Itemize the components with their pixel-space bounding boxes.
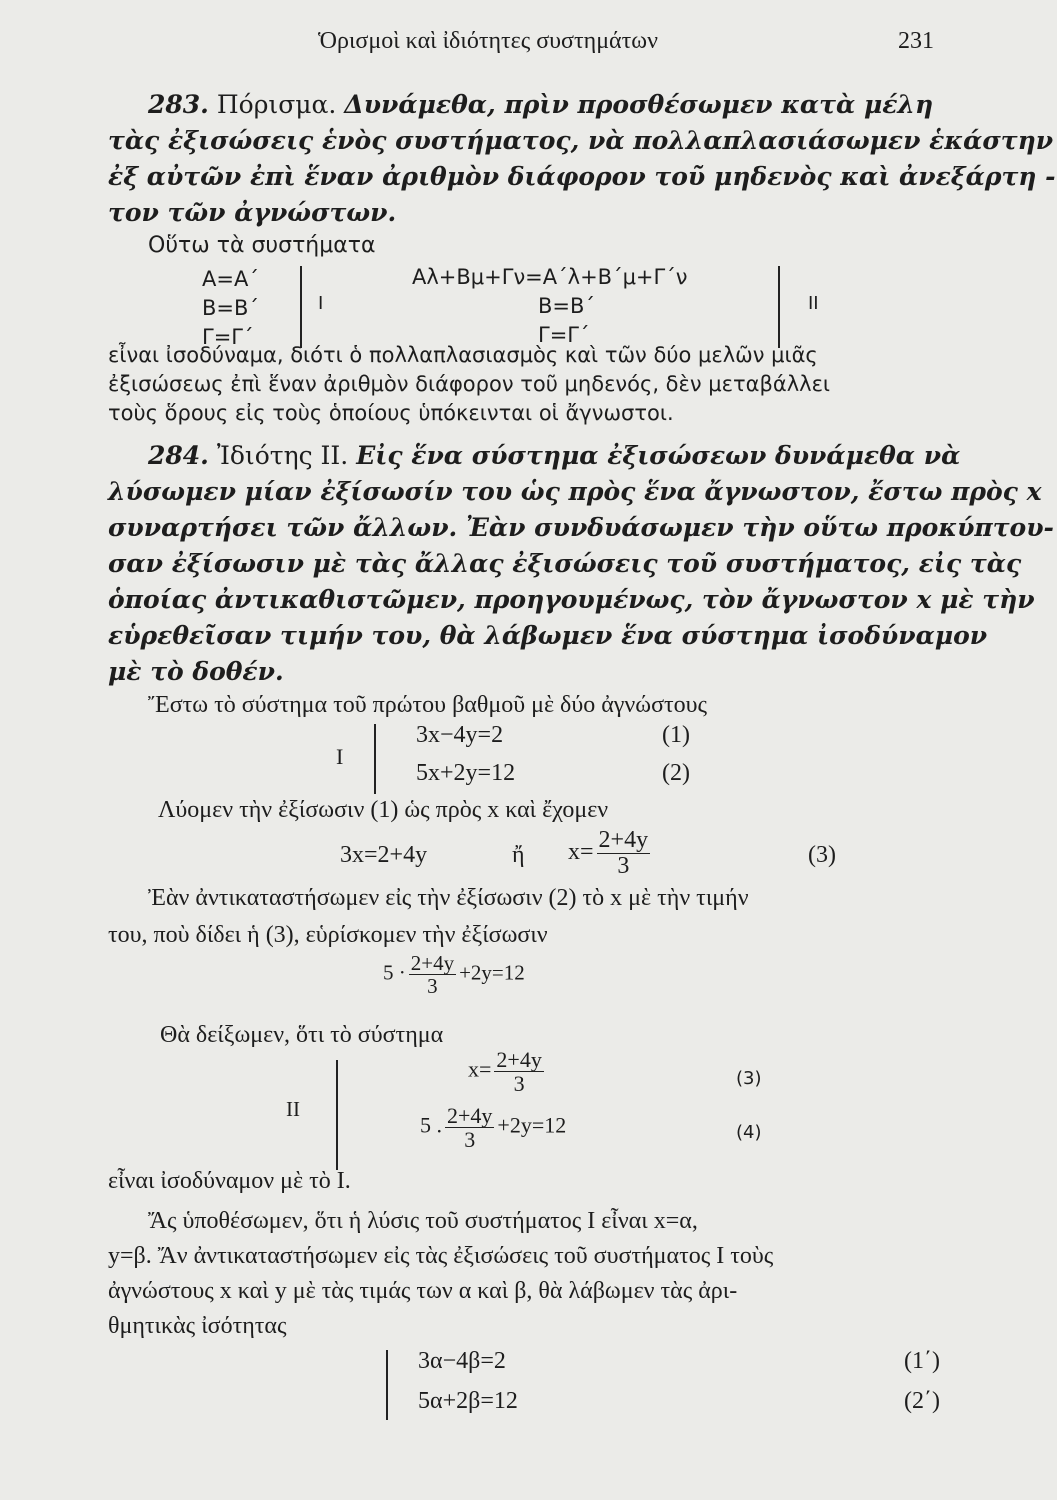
fraction [494,1048,543,1095]
equation-tag: (1) [662,722,690,748]
section-text: ὁποίας ἀντικαθιστῶμεν, προηγουμένως, τὸν ἄγνωστον x μὲ τὴν [108,585,1035,614]
right-brace [772,266,780,348]
fraction-equation [420,1104,566,1151]
equation-tag: (1΄) [904,1348,940,1374]
denominator: 3 [464,1127,476,1153]
equation: 3x−4y=2 [416,722,504,748]
system-1 [202,265,259,352]
equation: A=A΄ [202,267,259,291]
left-brace [374,724,376,794]
running-title: Ὁρισμοὶ καὶ ἰδιότητες συστημάτων [318,28,658,54]
numerator: 2+4y [447,1103,493,1128]
equation: 5α+2β=12 [418,1388,518,1414]
right-brace [294,266,302,348]
system-2-eq2: B=B΄ [538,294,595,318]
equation-rhs: +2y=12 [497,1112,567,1138]
equation: 3x=2+4y [340,842,428,868]
system-2-eq3: Γ=Γ΄ [538,323,590,347]
section-heading: Ἰδιότης II. [216,441,349,470]
equation: Γ=Γ΄ [202,325,254,349]
body-text: Ἐὰν ἀντικαταστήσωμεν εἰς τὴν ἐξίσωσιν (2) τὸ x μὲ τὴν τιμήν [148,885,749,911]
body-text: ἐξισώσεως ἐπὶ ἕναν ἀριθμὸν διάφορον τοῦ μηδενός, δὲν μεταβάλλει [108,372,831,396]
section-text: λύσωμεν μίαν ἐξίσωσίν του ὡς πρὸς ἕνα ἄγνωστον, ἔστω πρὸς x [108,477,1042,506]
coefficient: 5 . [420,1112,442,1138]
body-text: του, ποὺ δίδει ἡ (3), εὑρίσκομεν τὴν ἐξίσωσιν [108,922,548,948]
numerator: 2+4y [598,827,649,853]
equation: 3α−4β=2 [418,1348,506,1374]
example-intro: Ἔστω τὸ σύστημα τοῦ πρώτου βαθμοῦ μὲ δύο ἀγνώστους [148,692,708,718]
fraction [445,1104,494,1151]
denominator: 3 [427,974,438,999]
system-label: II [808,293,819,314]
section-text: Εἰς ἕνα σύστημα ἐξισώσεων δυνάμεθα νὰ [356,441,961,470]
fraction-equation [468,1048,547,1095]
body-text: εἶναι ἰσοδύναμον μὲ τὸ I. [108,1168,351,1194]
equation-tag: (3) [736,1068,762,1089]
section-text: τον τῶν ἀγνώστων. [108,198,397,227]
numerator: 2+4y [496,1047,542,1072]
section-283-first-line [148,90,933,119]
equation-tag: (2΄) [904,1388,940,1414]
section-number: 283. [148,90,209,119]
section-heading: Πόρισμα. [216,90,337,119]
fraction-equation [383,952,525,997]
system-label: I [336,744,344,769]
body-text: Λύομεν τὴν ἐξίσωσιν (1) ὡς πρὸς x καὶ ἔχομεν [158,797,609,823]
section-number: 284. [148,441,209,470]
body-text: Θὰ δείξωμεν, ὅτι τὸ σύστημα [160,1022,444,1048]
section-text: τὰς ἐξισώσεις ἑνὸς συστήματος, νὰ πολλαπλασιάσωμεν ἑκάστην [108,126,1054,155]
numerator: 2+4y [410,951,455,975]
section-text: σαν ἐξίσωσιν μὲ τὰς ἄλλας ἐξισώσεις τοῦ συστήματος, εἰς τὰς [108,549,1022,578]
fraction [597,828,651,879]
denominator: 3 [617,853,630,880]
body-text: θμητικὰς ἰσότητας [108,1313,287,1339]
body-text: εἶναι ἰσοδύναμα, διότι ὁ πολλαπλασιασμὸς καὶ τῶν δύο μελῶν μιᾶς [108,343,818,367]
system-label: II [286,1097,300,1121]
fraction-equation [568,828,653,879]
equation-rhs: +2y=12 [459,960,525,985]
section-text: συναρτήσει τῶν ἄλλων. Ἐὰν συνδυάσωμεν τὴν οὕτω προκύπτου- [108,513,1054,542]
section-text: Δυνάμεθα, πρὶν προσθέσωμεν κατὰ μέλη [344,90,934,119]
equation: B=B΄ [202,296,259,320]
equation: 5x+2y=12 [416,760,516,786]
left-brace [386,1350,388,1420]
body-text: τοὺς ὅρους εἰς τοὺς ὁποίους ὑπόκεινται οἱ ἄγνωστοι. [108,401,674,425]
systems-intro: Οὕτω τὰ συστήματα [148,233,376,258]
section-284-first-line [148,441,960,470]
system-2-eq1: Aλ+Bμ+Γν=A΄λ+B΄μ+Γ΄ν [412,265,688,289]
equation-tag: (4) [736,1122,762,1143]
body-text: ἀγνώστους x καὶ y μὲ τὰς τιμάς των α καὶ β, θὰ λάβωμεν τὰς ἀρι- [108,1278,738,1304]
section-text: εὑρεθεῖσαν τιμήν του, θὰ λάβωμεν ἕνα σύστημα ἰσοδύναμον [108,621,988,650]
fraction [409,952,456,997]
denominator: 3 [513,1071,525,1097]
page-number: 231 [898,28,934,54]
system-label: I [318,293,324,314]
section-text: μὲ τὸ δοθέν. [108,657,284,686]
equation-lhs: x= [568,839,594,866]
equation-tag: (2) [662,760,690,786]
equation-lhs: x= [468,1056,492,1082]
connector-text: ἤ [512,842,525,868]
coefficient: 5 · [383,960,406,985]
body-text: Ἄς ὑποθέσωμεν, ὅτι ἡ λύσις τοῦ συστήματος I εἶναι x=α, [148,1208,698,1234]
body-text: y=β. Ἄν ἀντικαταστήσωμεν εἰς τὰς ἐξισώσεις τοῦ συστήματος I τοὺς [108,1243,774,1269]
left-brace [336,1060,338,1170]
section-text: ἐξ αὐτῶν ἐπὶ ἕναν ἀριθμὸν διάφορον τοῦ μηδενὸς καὶ ἀνεξάρτη - [108,162,1056,191]
equation-tag: (3) [808,842,836,868]
